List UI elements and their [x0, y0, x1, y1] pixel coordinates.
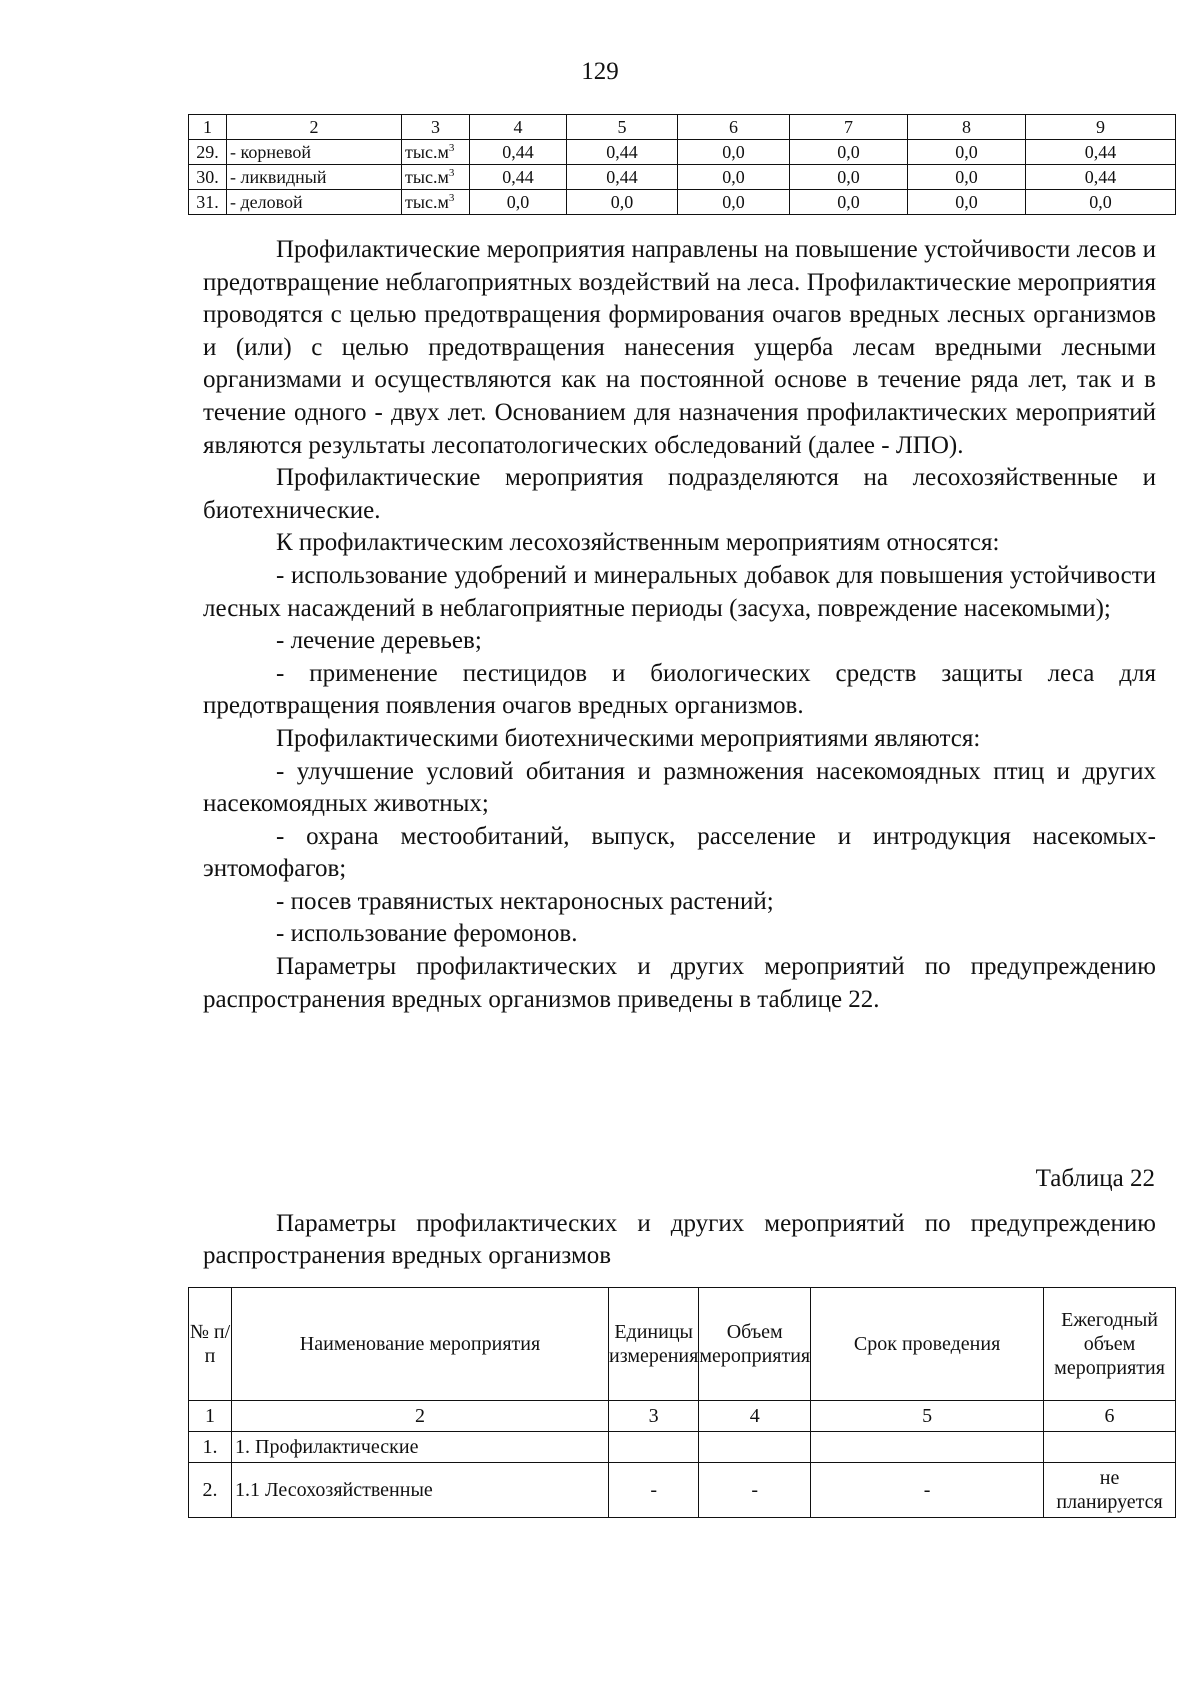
table-row [189, 190, 1176, 215]
top-table [188, 114, 1176, 215]
table-row [189, 165, 1176, 190]
table-cell: 0,0 [908, 190, 1026, 215]
table-cell: - деловой [227, 190, 402, 215]
header-cell: 7 [790, 115, 908, 140]
header-cell-unit: Единицы измерения [609, 1288, 699, 1401]
table-cell [699, 1432, 811, 1463]
table-title-text: Параметры профилактических и других мероприятий по предупреждению распространения вредных организмов [203, 1210, 1156, 1269]
table-cell: - корневой [227, 140, 402, 165]
unit-text: тыс.м [405, 192, 449, 212]
paragraph: - использование феромонов. [276, 920, 578, 948]
column-number-cell: 3 [609, 1401, 699, 1432]
table-cell: 0,44 [470, 140, 567, 165]
unit-text: тыс.м [405, 167, 449, 187]
table-cell: 0,44 [567, 140, 678, 165]
paragraph: Профилактическими биотехническими мероприятиями являются: [276, 724, 981, 752]
table-cell: 0,0 [908, 165, 1026, 190]
header-cell: 6 [678, 115, 790, 140]
column-number-cell: 2 [232, 1401, 609, 1432]
table-cell: - [699, 1463, 811, 1518]
table-cell: 0,0 [790, 140, 908, 165]
table-cell: 1.1 Лесохозяйственные [232, 1463, 609, 1518]
table-cell: 0,0 [790, 165, 908, 190]
table-header-row [189, 115, 1176, 140]
paragraph: К профилактическим лесохозяйственным мероприятиям относятся: [276, 529, 1000, 557]
table-cell: 1. [189, 1432, 232, 1463]
header-cell: 4 [470, 115, 567, 140]
table-22 [188, 1287, 1176, 1518]
table-cell: 1. Профилактические [232, 1432, 609, 1463]
header-cell: 9 [1026, 115, 1176, 140]
table-cell: 0,44 [470, 165, 567, 190]
header-cell: 8 [908, 115, 1026, 140]
table-cell: 0,0 [678, 165, 790, 190]
unit-superscript: 3 [448, 142, 455, 154]
table-cell: 0,0 [678, 140, 790, 165]
table-cell: - [811, 1463, 1044, 1518]
paragraph: - посев травянистых нектароносных растений; [276, 887, 774, 915]
table-label: Таблица 22 [1035, 1165, 1155, 1192]
table-cell: 30. [189, 165, 227, 190]
unit-cell [402, 165, 470, 190]
column-number-cell: 5 [811, 1401, 1044, 1432]
header-cell: 1 [189, 115, 227, 140]
table-cell: 0,0 [908, 140, 1026, 165]
unit-cell [402, 190, 470, 215]
header-cell-volume: Объем мероприятия [699, 1288, 811, 1401]
table-cell: 0,44 [1026, 140, 1176, 165]
table-row [189, 140, 1176, 165]
column-number-cell: 4 [699, 1401, 811, 1432]
header-cell: 5 [567, 115, 678, 140]
table-cell: 31. [189, 190, 227, 215]
header-cell: 3 [402, 115, 470, 140]
table-cell: 0,0 [678, 190, 790, 215]
paragraph: - лечение деревьев; [276, 627, 482, 655]
unit-text: тыс.м [405, 142, 449, 162]
table-cell: - ликвидный [227, 165, 402, 190]
table-cell: 0,44 [567, 165, 678, 190]
unit-superscript: 3 [448, 192, 455, 204]
paragraph: - применение пестицидов и биологических средств защиты леса для предотвращения появления очагов вредных организмов. [203, 659, 1156, 720]
header-cell: 2 [227, 115, 402, 140]
table-cell: - [609, 1463, 699, 1518]
header-cell-name: Наименование мероприятия [232, 1288, 609, 1401]
table-title [203, 1208, 1156, 1272]
table-row [189, 1463, 1176, 1518]
table-cell [609, 1432, 699, 1463]
table-cell: 29. [189, 140, 227, 165]
table-header-row [189, 1288, 1176, 1401]
paragraph: Профилактические мероприятия подразделяются на лесохозяйственные и биотехнические. [203, 464, 1156, 524]
table-cell: 0,0 [1026, 190, 1176, 215]
column-number-cell: 1 [189, 1401, 232, 1432]
table-row [189, 1432, 1176, 1463]
paragraph: - улучшение условий обитания и размножения насекомоядных птиц и других насекомоядных животных; [203, 757, 1156, 818]
paragraph: - охрана местообитаний, выпуск, расселение и интродукция насекомых-энтомофагов; [203, 822, 1156, 883]
table-cell: 0,0 [470, 190, 567, 215]
table-cell [1044, 1432, 1176, 1463]
table-cell: 0,44 [1026, 165, 1176, 190]
column-number-cell: 6 [1044, 1401, 1176, 1432]
table-cell [811, 1432, 1044, 1463]
unit-cell [402, 140, 470, 165]
table-cell: 0,0 [567, 190, 678, 215]
table-cell: 2. [189, 1463, 232, 1518]
unit-superscript: 3 [448, 167, 455, 179]
paragraph: - использование удобрений и минеральных добавок для повышения устойчивости лесных насаждений в неблагоприятные периоды (засуха, повреждение насекомыми); [203, 561, 1156, 622]
body-text [203, 234, 1156, 1016]
header-cell-term: Срок проведения [811, 1288, 1044, 1401]
table-cell: 0,0 [790, 190, 908, 215]
column-number-row [189, 1401, 1176, 1432]
page-number: 129 [581, 58, 619, 85]
paragraph: Параметры профилактических и других мероприятий по предупреждению распространения вредных организмов приведены в таблице 22. [203, 953, 1156, 1013]
table-cell: не планируется [1044, 1463, 1176, 1518]
paragraph: Профилактические мероприятия направлены на повышение устойчивости лесов и предотвращение неблагоприятных воздействий на леса. Профилактические мероприятия проводятся с целью предотвращения формирования очагов вредных лесных организмов и (или) с целью предотвращения нанесения ущерба лесам вредными лесными организмами и осуществляются как на постоянной основе в течение ряда лет, так и в течение одного - двух лет. Основанием для назначения профилактических мероприятий являются результаты лесопатологических обследований (далее - ЛПО). [203, 236, 1156, 459]
header-cell-number: № п/п [189, 1288, 232, 1401]
header-cell-annual-volume: Ежегодный объем мероприятия [1044, 1288, 1176, 1401]
